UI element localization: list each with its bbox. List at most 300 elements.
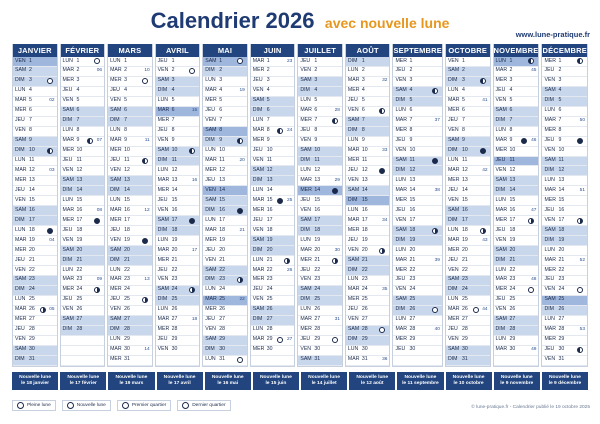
day-list <box>61 57 105 366</box>
day-number: 23 <box>558 276 565 283</box>
day-number: 26 <box>461 306 468 313</box>
week-number: 14 <box>144 347 150 353</box>
day-number: 25 <box>29 296 35 303</box>
day-cell <box>542 157 587 167</box>
day-cell <box>446 226 490 236</box>
day-number: 30 <box>29 346 35 353</box>
day-number: 17 <box>171 216 178 223</box>
day-name: DIM <box>157 157 168 164</box>
week-number: 38 <box>434 187 440 193</box>
day-number: 29 <box>461 336 468 343</box>
day-cell <box>13 356 57 366</box>
day-cell <box>298 206 342 216</box>
day-name: MAR <box>300 246 312 253</box>
day-name: VEN <box>252 157 264 164</box>
day-cell <box>251 306 295 316</box>
day-cell <box>13 276 57 286</box>
day-number: 12 <box>124 166 130 173</box>
day-name: MER <box>395 336 408 343</box>
day-number: 5 <box>266 97 270 104</box>
day-cell <box>298 57 342 67</box>
day-name: MER <box>205 306 217 313</box>
day-number: 3 <box>409 77 413 84</box>
week-number: 36 <box>382 357 388 363</box>
day-name: MER <box>110 147 122 154</box>
day-cell <box>156 336 200 346</box>
day-cell <box>542 336 587 346</box>
day-name: DIM <box>495 117 506 124</box>
day-cell <box>108 117 152 127</box>
day-number: 20 <box>509 246 516 253</box>
day-cell <box>203 147 247 157</box>
day-number: 16 <box>558 206 565 213</box>
day-number: 23 <box>124 276 130 283</box>
day-name: MER <box>157 256 170 263</box>
day-number: 26 <box>314 306 321 313</box>
day-number: 3 <box>171 77 175 84</box>
day-cell <box>393 216 441 226</box>
day-cell <box>346 336 390 346</box>
day-number: 11 <box>361 157 368 164</box>
week-number: 40 <box>434 327 440 333</box>
day-cell <box>108 326 152 336</box>
day-name: MER <box>300 326 312 333</box>
day-cell <box>494 276 539 286</box>
day-name: MER <box>15 176 27 183</box>
day-number: 26 <box>76 306 83 313</box>
day-number: 2 <box>76 67 80 74</box>
day-cell <box>393 147 441 157</box>
day-number: 5 <box>171 97 175 104</box>
day-cell <box>346 356 390 366</box>
day-cell <box>61 67 105 77</box>
day-number: 7 <box>76 117 80 124</box>
moon-phase-icon <box>379 248 385 254</box>
day-cell <box>108 107 152 117</box>
day-number: 14 <box>361 186 368 193</box>
day-cell <box>13 176 57 186</box>
day-cell <box>542 296 587 306</box>
day-name: MER <box>347 296 360 303</box>
new-moon-box <box>494 372 540 390</box>
week-number: 05 <box>49 307 55 313</box>
day-name: JEU <box>252 147 263 154</box>
legend-label: Pleine lune <box>27 403 51 408</box>
day-cell <box>108 226 152 236</box>
day-name: MAR <box>300 107 312 114</box>
day-cell <box>298 246 342 256</box>
day-number: 20 <box>124 246 130 253</box>
week-number: 21 <box>239 227 245 233</box>
day-number: 9 <box>509 137 513 144</box>
day-cell <box>542 226 587 236</box>
day-cell <box>13 127 57 137</box>
day-cell <box>298 97 342 107</box>
day-cell <box>108 97 152 107</box>
day-cell <box>13 216 57 226</box>
day-cell <box>346 97 390 107</box>
day-number: 3 <box>509 77 513 84</box>
day-cell <box>156 296 200 306</box>
day-name: VEN <box>62 236 74 243</box>
day-name: DIM <box>347 196 358 203</box>
day-cell <box>13 306 57 316</box>
day-number: 11 <box>76 157 82 164</box>
day-number: 19 <box>509 236 516 243</box>
day-number: 15 <box>124 196 130 203</box>
day-number: 8 <box>409 127 413 134</box>
day-cell <box>494 186 539 196</box>
day-number: 28 <box>219 326 226 333</box>
day-number: 28 <box>171 326 178 333</box>
day-name: DIM <box>495 326 506 333</box>
day-name: SAM <box>62 107 74 114</box>
day-number: 21 <box>461 256 468 263</box>
day-number: 14 <box>558 186 565 193</box>
new-moon-box <box>157 372 203 390</box>
day-number: 22 <box>219 266 226 273</box>
day-number: 4 <box>29 87 32 94</box>
day-cell <box>494 176 539 186</box>
day-cell <box>346 137 390 147</box>
month-header: AOÛT <box>346 44 390 57</box>
day-name: LUN <box>447 296 459 303</box>
day-number: 26 <box>124 306 130 313</box>
day-number: 5 <box>361 97 365 104</box>
day-cell <box>13 166 57 176</box>
day-name: SAM <box>347 326 360 333</box>
day-number: 17 <box>461 216 468 223</box>
month-column <box>297 44 343 367</box>
day-name: MER <box>252 206 265 213</box>
day-cell <box>13 67 57 77</box>
day-cell <box>156 286 200 296</box>
month-header: OCTOBRE <box>446 44 490 57</box>
day-cell <box>203 246 247 256</box>
day-number: 4 <box>266 87 270 94</box>
moon-phase-icon <box>122 402 129 409</box>
day-number: 22 <box>266 266 273 273</box>
day-cell <box>251 87 295 97</box>
day-name: VEN <box>205 256 216 263</box>
day-number: 9 <box>266 137 270 144</box>
day-name: SAM <box>447 67 460 74</box>
day-cell <box>494 236 539 246</box>
legend-item <box>62 400 111 411</box>
day-number: 6 <box>76 107 80 114</box>
day-cell <box>251 196 295 206</box>
new-moon-date: le 17 avril <box>168 381 191 386</box>
day-name: JEU <box>62 157 73 164</box>
day-name: MER <box>395 127 408 134</box>
day-number: 3 <box>361 77 365 84</box>
day-cell <box>156 346 200 356</box>
day-name: VEN <box>347 176 359 183</box>
day-cell <box>61 316 105 326</box>
day-name: DIM <box>395 236 405 243</box>
day-number: 6 <box>29 107 32 114</box>
day-number: 16 <box>266 206 273 213</box>
day-number: 24 <box>124 286 130 293</box>
moon-phase-icon <box>142 78 148 84</box>
day-cell <box>203 107 247 117</box>
month-column <box>12 44 58 367</box>
day-number: 23 <box>76 276 83 283</box>
day-name: LUN <box>62 266 73 273</box>
day-name: JEU <box>15 186 25 193</box>
day-number: 7 <box>314 117 318 124</box>
day-cell <box>446 336 490 346</box>
day-number: 13 <box>266 176 273 183</box>
day-number: 16 <box>461 206 468 213</box>
day-name: SAM <box>495 316 507 323</box>
day-name: MAR <box>252 266 265 273</box>
day-name: MER <box>447 246 460 253</box>
day-cell <box>298 306 342 316</box>
day-number: 16 <box>219 206 226 213</box>
day-cell <box>494 346 539 356</box>
day-list <box>393 57 441 366</box>
day-number: 13 <box>509 176 516 183</box>
day-name: LUN <box>205 286 216 293</box>
day-number: 12 <box>558 166 565 173</box>
new-moon-box <box>253 372 299 390</box>
day-cell <box>494 87 539 97</box>
day-name: DIM <box>447 356 458 363</box>
day-name: VEN <box>300 67 312 74</box>
day-cell <box>393 157 441 167</box>
day-name: MAR <box>252 57 265 64</box>
day-cell <box>251 147 295 157</box>
day-number: 13 <box>409 176 416 183</box>
day-number: 20 <box>76 246 83 253</box>
day-name: SAM <box>544 226 556 233</box>
day-cell <box>203 316 247 326</box>
day-name: DIM <box>300 296 310 303</box>
day-name: JEU <box>110 87 120 94</box>
day-cell <box>203 356 247 366</box>
day-number: 3 <box>124 77 127 84</box>
day-cell <box>494 157 539 167</box>
day-number: 19 <box>219 236 226 243</box>
day-number: 25 <box>76 296 83 303</box>
day-cell <box>298 296 342 306</box>
day-cell <box>393 316 441 326</box>
day-cell <box>156 216 200 226</box>
day-name: LUN <box>544 316 555 323</box>
day-cell <box>61 306 105 316</box>
day-cell <box>13 326 57 336</box>
day-cell <box>298 107 342 117</box>
day-name: LUN <box>252 186 264 193</box>
day-cell <box>298 346 342 356</box>
day-name: VEN <box>15 57 26 64</box>
day-number: 15 <box>29 196 35 203</box>
day-number: 9 <box>219 137 223 144</box>
day-cell <box>542 236 587 246</box>
day-number: 5 <box>314 97 318 104</box>
day-name: JEU <box>395 137 406 144</box>
day-cell <box>108 296 152 306</box>
day-cell <box>494 216 539 226</box>
day-number: 1 <box>409 57 413 64</box>
week-number: 13 <box>144 277 150 283</box>
day-cell <box>494 306 539 316</box>
day-cell <box>108 77 152 87</box>
day-cell <box>298 316 342 326</box>
day-cell <box>346 176 390 186</box>
day-name: MAR <box>347 216 360 223</box>
day-cell <box>346 77 390 87</box>
moon-phase-icon <box>277 128 283 134</box>
day-name: SAM <box>395 296 407 303</box>
day-cell <box>446 176 490 186</box>
day-cell <box>298 336 342 346</box>
day-name: JEU <box>15 256 25 263</box>
day-number: 1 <box>509 57 513 64</box>
day-name: LUN <box>544 107 555 114</box>
day-name: SAM <box>347 256 360 263</box>
day-name: SAM <box>347 186 360 193</box>
day-cell <box>156 97 200 107</box>
new-moon-box <box>397 372 443 390</box>
day-cell <box>298 236 342 246</box>
new-moon-label: Nouvelle lune <box>211 375 244 380</box>
day-name: MAR <box>205 296 217 303</box>
day-name: JEU <box>544 206 555 213</box>
day-cell <box>446 306 490 316</box>
day-name: LUN <box>300 306 311 313</box>
day-cell <box>446 166 490 176</box>
day-name: SAM <box>300 147 312 154</box>
website-link[interactable]: www.lune-pratique.fr <box>515 30 590 39</box>
day-cell <box>298 196 342 206</box>
day-cell <box>13 346 57 356</box>
day-cell <box>393 97 441 107</box>
day-number: 13 <box>314 176 321 183</box>
month-header: AVRIL <box>156 44 200 57</box>
day-name: MER <box>395 57 408 64</box>
day-cell <box>298 117 342 127</box>
week-number: 06 <box>96 68 103 74</box>
day-cell <box>542 77 587 87</box>
day-name: SAM <box>62 246 74 253</box>
week-number: 53 <box>579 327 585 333</box>
day-name: MAR <box>157 246 170 253</box>
day-cell <box>346 346 390 356</box>
day-number: 24 <box>409 286 416 293</box>
day-cell <box>251 67 295 77</box>
day-number: 22 <box>29 266 35 273</box>
day-number: 24 <box>76 286 83 293</box>
day-number: 22 <box>558 266 565 273</box>
month-header: SEPTEMBRE <box>393 46 442 55</box>
new-moon-box <box>542 372 588 390</box>
day-cell <box>203 67 247 77</box>
day-cell <box>61 226 105 236</box>
day-cell <box>203 117 247 127</box>
day-number: 14 <box>461 186 468 193</box>
day-name: DIM <box>15 147 25 154</box>
day-name: VEN <box>447 57 459 64</box>
week-number: 04 <box>49 237 55 243</box>
calendar-grid <box>12 44 588 366</box>
day-number: 21 <box>266 256 273 263</box>
day-cell <box>203 336 247 346</box>
day-name: SAM <box>300 216 312 223</box>
day-cell <box>346 286 390 296</box>
day-cell <box>494 206 539 216</box>
day-number: 29 <box>314 336 321 343</box>
week-number: 42 <box>482 167 488 173</box>
day-name: MAR <box>347 77 360 84</box>
month-column <box>155 44 201 367</box>
day-name: DIM <box>495 256 506 263</box>
day-cell <box>393 117 441 127</box>
day-cell <box>203 176 247 186</box>
day-number: 15 <box>314 196 321 203</box>
day-name: JEU <box>157 336 168 343</box>
day-number: 22 <box>124 266 130 273</box>
day-cell <box>203 216 247 226</box>
day-cell <box>203 196 247 206</box>
day-cell <box>346 107 390 117</box>
day-name: DIM <box>300 226 310 233</box>
day-name: SAM <box>252 306 265 313</box>
day-name: JEU <box>447 256 458 263</box>
day-number: 2 <box>124 67 127 74</box>
day-number: 5 <box>509 97 513 104</box>
day-cell <box>203 77 247 87</box>
day-cell <box>393 196 441 206</box>
day-number: 18 <box>509 226 516 233</box>
day-cell <box>203 137 247 147</box>
day-number: 18 <box>361 226 368 233</box>
day-number: 14 <box>76 186 83 193</box>
day-name: MER <box>110 356 122 363</box>
day-cell <box>494 166 539 176</box>
day-cell <box>251 206 295 216</box>
day-name: SAM <box>15 206 27 213</box>
day-cell <box>156 246 200 256</box>
day-cell <box>108 186 152 196</box>
day-name: MAR <box>395 256 408 263</box>
empty-day-cell <box>393 356 441 366</box>
day-name: VEN <box>62 306 74 313</box>
day-name: JEU <box>395 67 406 74</box>
day-number: 31 <box>361 356 368 363</box>
day-number: 11 <box>409 157 415 164</box>
day-cell <box>251 296 295 306</box>
day-name: JEU <box>157 196 168 203</box>
day-number: 8 <box>558 127 562 134</box>
moon-phase-icon <box>237 58 243 64</box>
week-number: 25 <box>287 197 293 203</box>
day-name: JEU <box>252 77 263 84</box>
day-name: SAM <box>205 266 217 273</box>
day-number: 29 <box>124 336 130 343</box>
day-cell <box>393 276 441 286</box>
day-name: MER <box>544 127 556 134</box>
day-name: DIM <box>544 306 554 313</box>
day-name: JEU <box>62 296 73 303</box>
day-name: DIM <box>62 186 73 193</box>
day-name: MER <box>395 266 408 273</box>
day-number: 14 <box>29 186 35 193</box>
day-name: LUN <box>495 196 506 203</box>
day-number: 12 <box>409 166 416 173</box>
empty-day-cell <box>61 356 105 366</box>
